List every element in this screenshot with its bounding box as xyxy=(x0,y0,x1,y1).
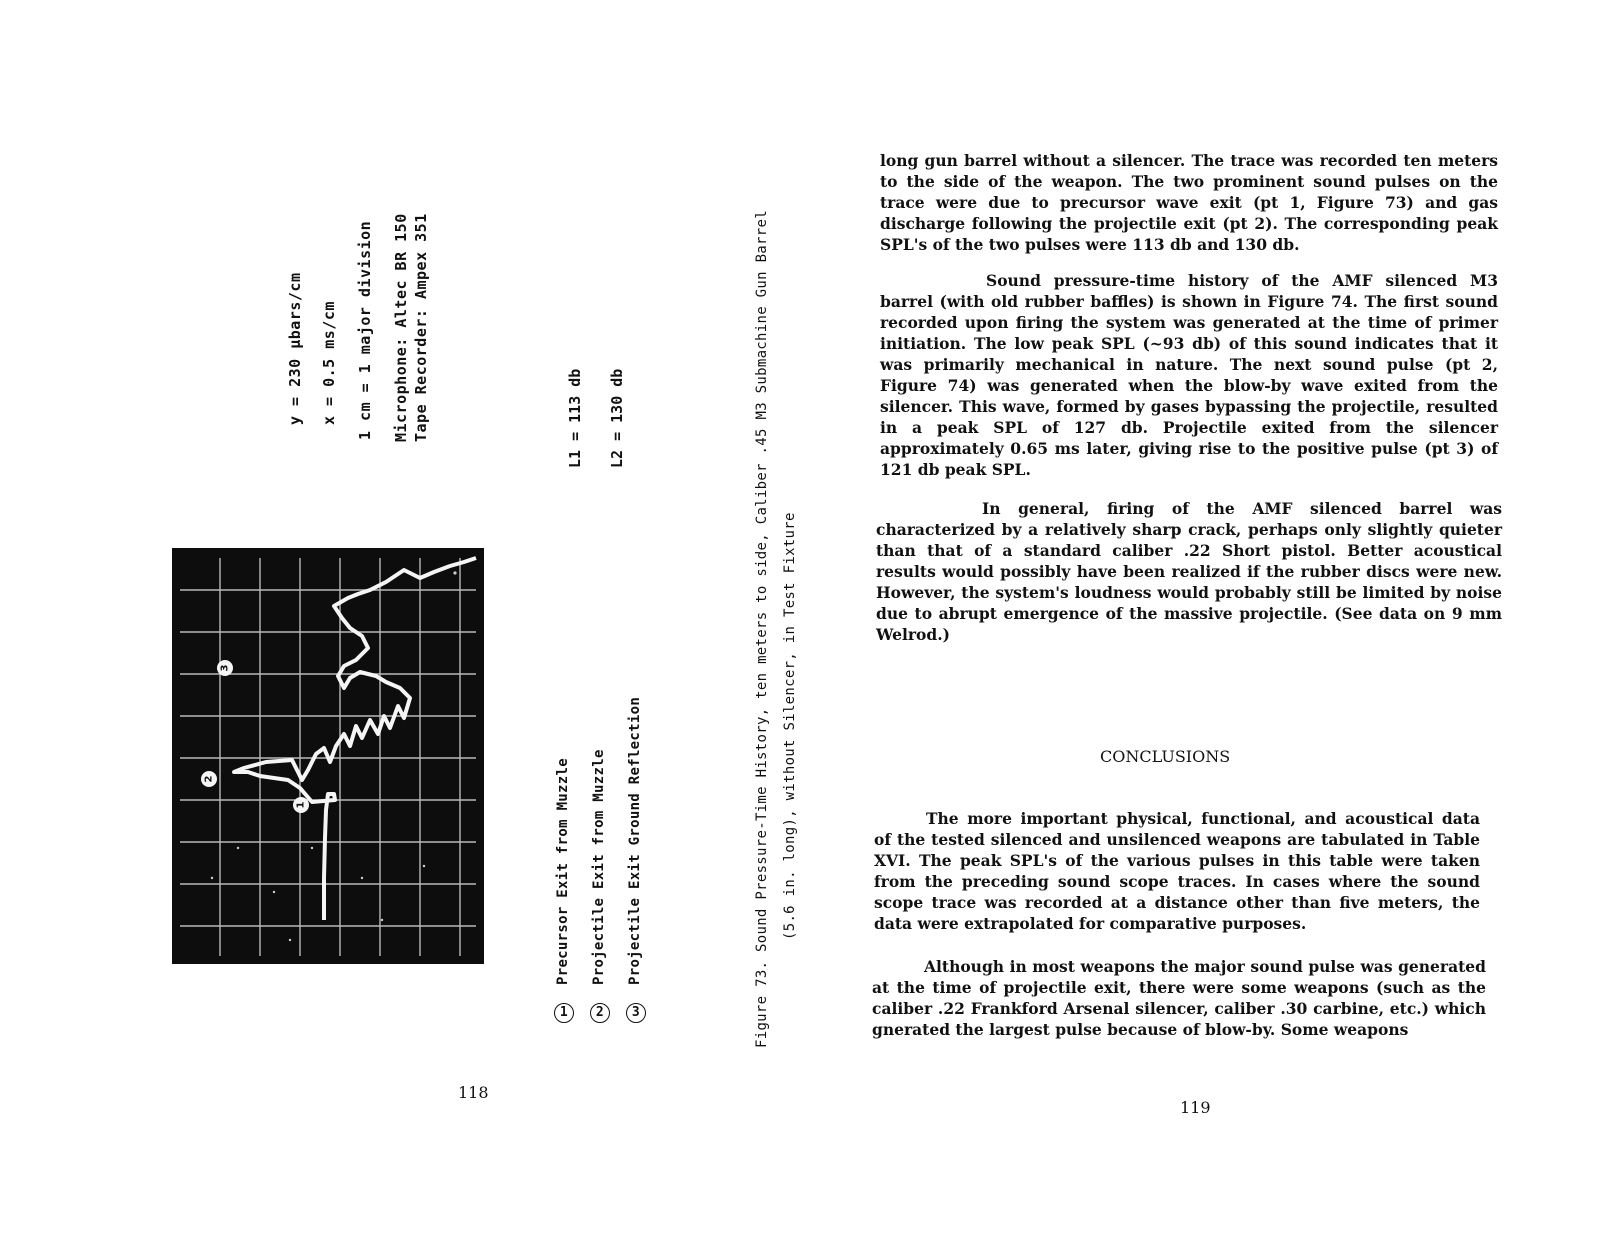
spec-x-scale: x = 0.5 ms/cm xyxy=(320,301,338,425)
figure-caption-line-2: (5.6 in. long), without Silencer, in Test Fixture xyxy=(782,512,798,940)
legend-number-1: 1 xyxy=(554,1003,574,1023)
page-number-right: 119 xyxy=(1180,1098,1211,1117)
trace-marker-2 xyxy=(201,771,217,787)
paragraph-2: Sound pressure-time history of the AMF silenced M3 barrel (with old rubber baffles) is shown in Figure 74. The first sound recorded upon firing the system was generated at the time of primer initiation. The low peak SPL (~93 db) of this sound indicates that it was primarily mechanical in nature. The next sound pulse (pt 2, Figure 74) was generated when the blow-by wave exited from the silencer. This wave, formed by gases bypassing the projectile, resulted in a peak SPL of 127 db. Projectile exited from the silencer approximately 0.65 ms later, giving rise to the positive pulse (pt 3) of 121 db peak SPL. xyxy=(880,271,1498,479)
legend-label-2: Projectile Exit from Muzzle xyxy=(591,749,607,985)
trace-marker-1-number: 1 xyxy=(295,801,307,809)
paragraph-3: In general, firing of the AMF silenced barrel was characterized by a relatively sharp crack, perhaps only slightly quieter than that of a standard caliber .22 Short pistol. Better acoustical results would possibly have been realized if the rubber discs were new. However, the system's loudness would probably still be limited by noise due to abrupt emergence of the massive projectile. (See data on 9 mm Welrod.) xyxy=(876,499,1502,644)
trace-marker-2-number: 2 xyxy=(203,775,215,783)
conclusions-paragraph-1: The more important physical, functional, and acoustical data of the tested silenced and unsilenced weapons are tabulated in Table XVI. The peak SPL's of the various pulses in this table were taken from the preceding sound scope traces. In cases where the sound scope trace was recorded at a distance other than five meters, the data were extrapolated for comparative purposes. xyxy=(874,809,1480,933)
legend-item-2 xyxy=(590,749,610,1023)
legend-item-1 xyxy=(554,758,574,1023)
spec-division: 1 cm = 1 major division xyxy=(356,220,374,440)
legend-item-3 xyxy=(626,697,646,1023)
trace-marker-3-number: 3 xyxy=(219,664,231,672)
figure-caption-line-1: Figure 73. Sound Pressure-Time History, ten meters to side, Caliber .45 M3 Submachine Gun Barrel xyxy=(754,210,770,1048)
legend-label-3: Projectile Exit Ground Reflection xyxy=(627,696,643,985)
spec-y-scale: y = 230 μbars/cm xyxy=(286,272,304,425)
page-number-left: 118 xyxy=(458,1083,489,1102)
trace-marker-3 xyxy=(217,660,233,676)
legend-label-1: Precursor Exit from Muzzle xyxy=(555,758,571,985)
spec-microphone: Microphone: Altec BR 150 xyxy=(392,213,410,442)
legend-number-3: 3 xyxy=(626,1003,646,1023)
section-heading-conclusions: CONCLUSIONS xyxy=(1100,747,1231,766)
trace-marker-1 xyxy=(293,797,309,813)
oscilloscope-trace-figure xyxy=(172,548,484,964)
paragraph-1: long gun barrel without a silencer. The trace was recorded ten meters to the side of the weapon. The two prominent sound pulses on the trace were due to precursor wave exit (pt 1, Figure 73) and gas discharge following the projectile exit (pt 2). The corresponding peak SPL's of the two pulses were 113 db and 130 db. xyxy=(880,151,1498,254)
level-l2: L2 = 130 db xyxy=(608,368,626,468)
spec-tape-recorder: Tape Recorder: Ampex 351 xyxy=(412,213,430,442)
conclusions-paragraph-2: Although in most weapons the major sound pulse was generated at the time of projectile exit, there were some weapons (such as the caliber .22 Frankford Arsenal silencer, caliber .30 carbine, etc.) which gnerated the largest pulse because of blow-by. Some weapons xyxy=(872,957,1486,1039)
level-l1: L1 = 113 db xyxy=(566,368,584,468)
legend-number-2: 2 xyxy=(590,1003,610,1023)
